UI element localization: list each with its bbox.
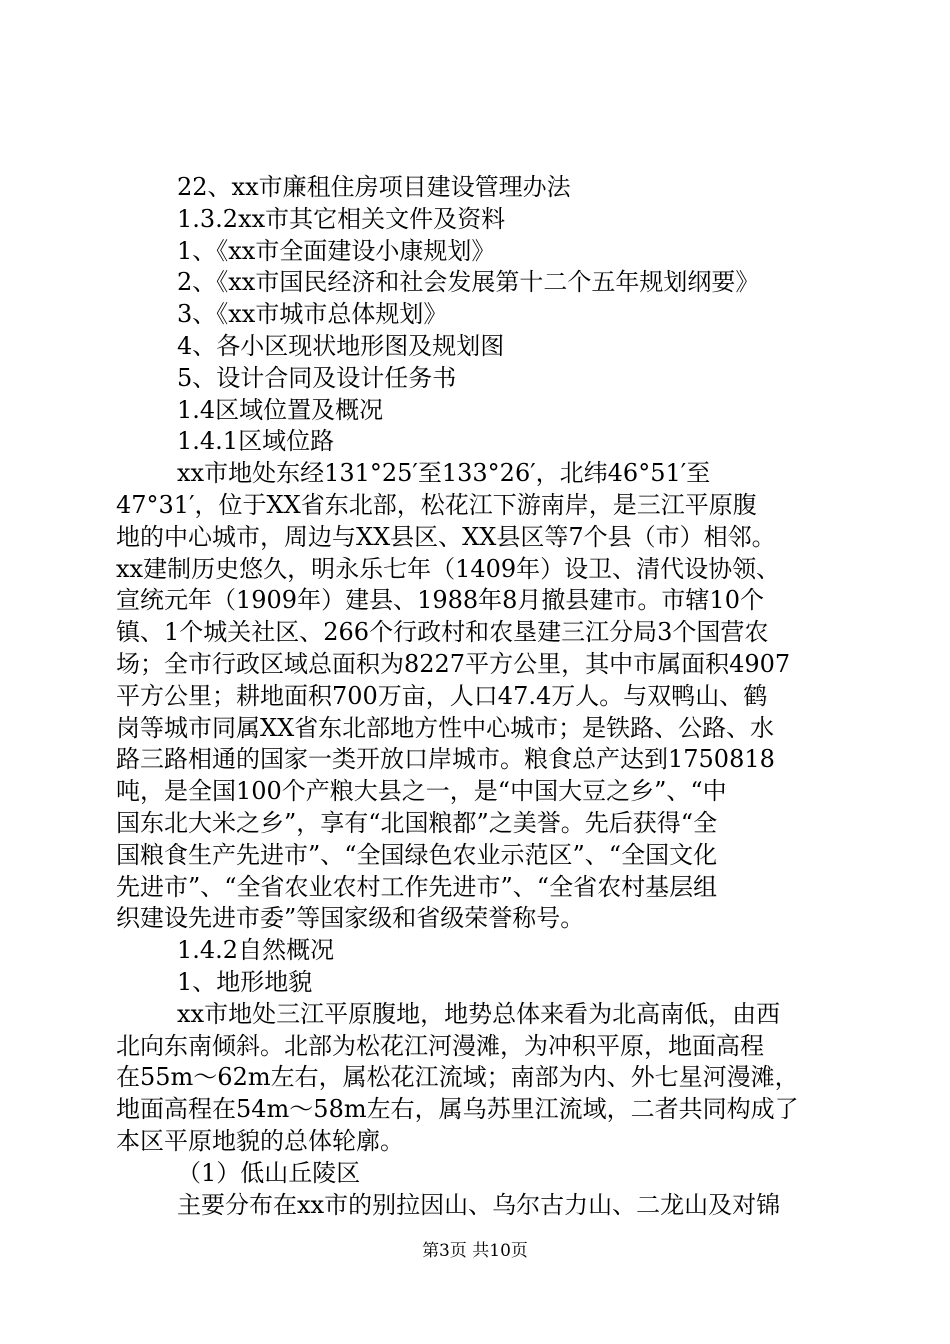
text-line: xx市地处东经131°25′至133°26′，北纬46°51′至 <box>177 459 711 488</box>
text-line: 宣统元年（1909年）建县、1988年8月撤县建市。市辖10个 <box>116 586 764 615</box>
text-line: 1.3.2xx市其它相关文件及资料 <box>177 204 506 233</box>
text-line: 本区平原地貌的总体轮廓。 <box>116 1126 404 1155</box>
text-line: 主要分布在xx市的别拉因山、乌尔古力山、二龙山及对锦 <box>177 1190 781 1219</box>
text-line: 吨，是全国100个产粮大县之一，是“中国大豆之乡”、“中 <box>116 777 727 806</box>
text-line: 国东北大米之乡”，享有“北国粮都”之美誉。先后获得“全 <box>116 808 718 837</box>
text-line: 3、《xx市城市总体规划》 <box>177 300 448 329</box>
text-line: 场；全市行政区域总面积为8227平方公里，其中市属面积4907 <box>116 649 791 678</box>
text-line: xx市地处三江平原腹地，地势总体来看为北高南低，由西 <box>177 999 781 1028</box>
text-line: 织建设先进市委”等国家级和省级荣誉称号。 <box>116 904 585 933</box>
text-line: 地面高程在54m～58m左右，属乌苏里江流域，二者共同构成了 <box>116 1095 799 1124</box>
text-line: （1）低山丘陵区 <box>177 1158 361 1187</box>
text-line: 4、各小区现状地形图及规划图 <box>177 331 505 360</box>
text-line: 镇、1个城关社区、266个行政村和农垦建三江分局3个国营农 <box>116 618 769 647</box>
text-line: 1.4区域位置及概况 <box>177 395 384 424</box>
text-line: 1、地形地貌 <box>177 967 313 996</box>
text-line: 47°31′，位于XX省东北部，松花江下游南岸，是三江平原腹 <box>116 490 757 519</box>
text-line: 地的中心城市，周边与XX县区、XX县区等7个县（市）相邻。 <box>116 522 776 551</box>
text-line: 平方公里；耕地面积700万亩，人口47.4万人。与双鸭山、鹤 <box>116 681 768 710</box>
text-line: 2、《xx市国民经济和社会发展第十二个五年规划纲要》 <box>177 268 760 297</box>
text-line: 22、xx市廉租住房项目建设管理办法 <box>177 173 571 201</box>
text-line: xx建制历史悠久，明永乐七年（1409年）设卫、清代设协领、 <box>116 554 781 583</box>
text-line: 路三路相通的国家一类开放口岸城市。粮食总产达到1750818 <box>116 745 775 774</box>
text-line: 1、《xx市全面建设小康规划》 <box>177 236 496 265</box>
text-line: 1.4.1区域位路 <box>177 427 335 456</box>
text-line: 5、设计合同及设计任务书 <box>177 363 457 392</box>
text-line: 北向东南倾斜。北部为松花江河漫滩，为冲积平原，地面高程 <box>116 1031 764 1060</box>
page-footer: 第3页 共10页 <box>422 1241 528 1261</box>
text-line: 先进市”、“全省农业农村工作先进市”、“全省农村基层组 <box>116 872 718 901</box>
text-line: 岗等城市同属XX省东北部地方性中心城市；是铁路、公路、水 <box>116 713 775 742</box>
document-body <box>116 172 834 1221</box>
text-line: 1.4.2自然概况 <box>177 936 335 965</box>
text-line: 在55m～62m左右，属松花江流域；南部为内、外七星河漫滩， <box>116 1063 799 1092</box>
text-line: 国粮食生产先进市”、“全国绿色农业示范区”、“全国文化 <box>116 840 718 869</box>
